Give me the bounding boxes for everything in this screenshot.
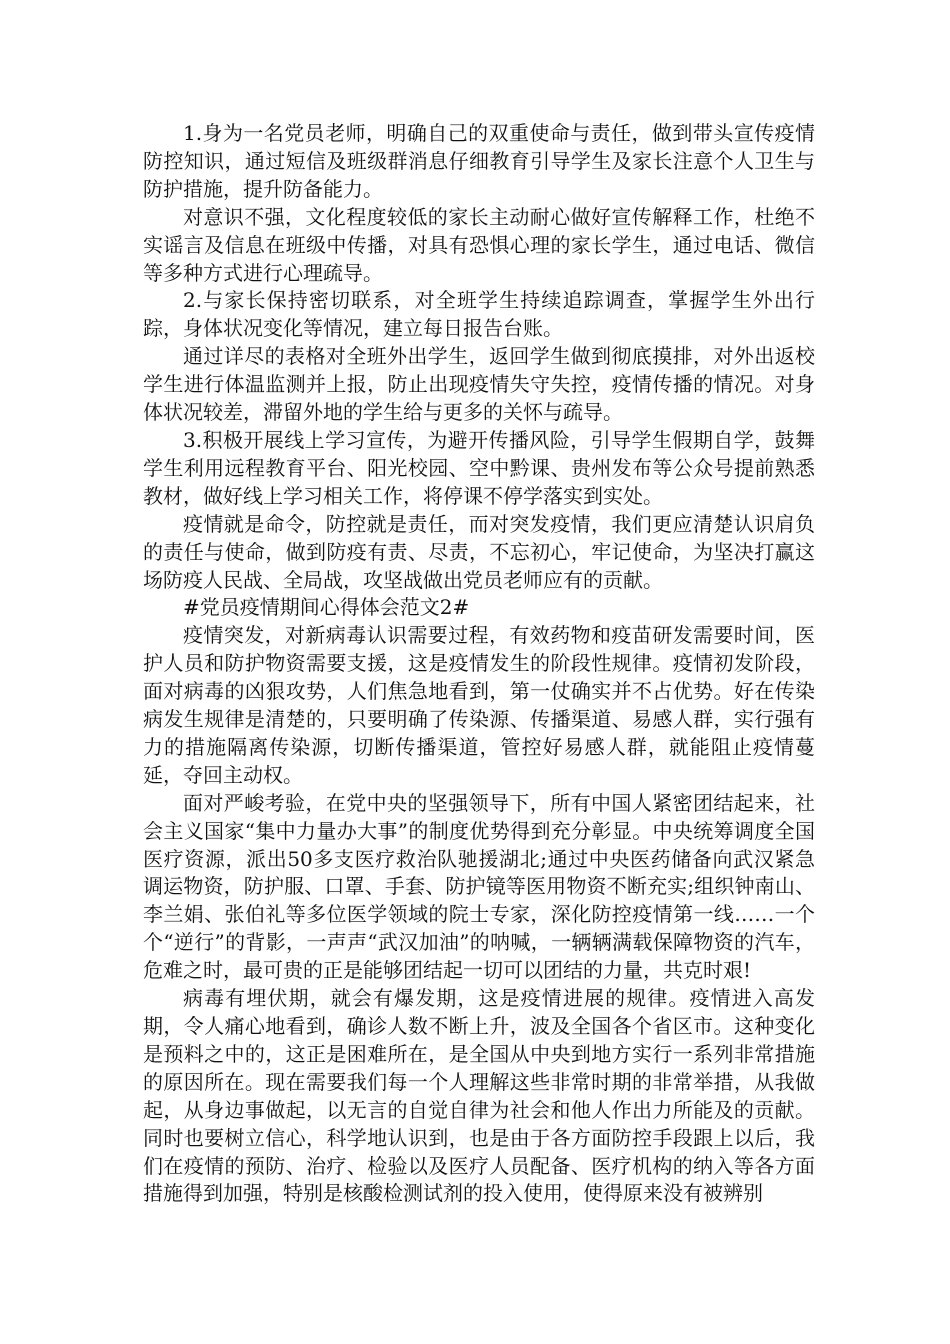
section-heading: #党员疫情期间心得体会范文2# xyxy=(183,595,470,620)
paragraph-responsibility: 疫情就是命令，防控就是责任，而对突发疫情，我们更应清楚认识肩负的责任与使命，做到防疫有责、尽责，不忘初心，牢记使命，为坚决打赢这场防疫人民战、全局战，攻坚战做出党员老师应有的贡献。 xyxy=(143,511,815,592)
paragraph-online-learning: 3.积极开展线上学习宣传，为避开传播风险，引导学生假期自学，鼓舞学生利用远程教育平台、阳光校园、空中黔课、贵州发布等公众号提前熟悉教材，做好线上学习相关工作，将停课不停学落实到实处。 xyxy=(143,427,815,508)
paragraph-duty-propaganda: 1.身为一名党员老师，明确自己的双重使命与责任，做到带头宣传疫情防控知识，通过短信及班级群消息仔细教育引导学生及家长注意个人卫生与防护措施，提升防备能力。 xyxy=(143,121,815,201)
paragraph-parent-guidance: 对意识不强，文化程度较低的家长主动耐心做好宣传解释工作，杜绝不实谣言及信息在班级中传播，对具有恐惧心理的家长学生，通过电话、微信等多种方式进行心理疏导。 xyxy=(143,204,815,285)
paragraph-outbreak-stage: 疫情突发，对新病毒认识需要过程，有效药物和疫苗研发需要时间，医护人员和防护物资需要支援，这是疫情发生的阶段性规律。疫情初发阶段，面对病毒的凶狠攻势，人们焦急地看到，第一仗确实并不占优势。好在传染病发生规律是清楚的，只要明确了传染源、传播渠道、易感人群，实行强有力的措施隔离传染源，切断传播渠道，管控好易感人群，就能阻止疫情蔓延，夺回主动权。 xyxy=(143,623,815,787)
paragraph-parent-contact: 2.与家长保持密切联系，对全班学生持续追踪调查，掌握学生外出行踪，身体状况变化等情况，建立每日报告台账。 xyxy=(143,288,815,341)
paragraph-national-unity: 面对严峻考验，在党中央的坚强领导下，所有中国人紧密团结起来，社会主义国家“集中力量办大事”的制度优势得到充分彰显。中央统筹调度全国医疗资源，派出50多支医疗救治队驰援湖北;通过中央医药储备向武汉紧急调运物资，防护服、口罩、手套、防护镜等医用物资不断充实;组织钟南山、李兰娟、张伯礼等多位医学领域的院士专家，深化防控疫情第一线……一个个“逆行”的背影，一声声“武汉加油”的呐喊，一辆辆满载保障物资的汽车，危难之时，最可贵的正是能够团结起一切可以团结的力量，共克时艰! xyxy=(143,790,815,983)
paragraph-incubation-period: 病毒有埋伏期，就会有爆发期，这是疫情进展的规律。疫情进入高发期，令人痛心地看到，确诊人数不断上升，波及全国各个省区市。这种变化是预料之中的，这正是困难所在，是全国从中央到地方实行一系列非常措施的原因所在。现在需要我们每一个人理解这些非常时期的非常举措，从我做起，从身边事做起，以无言的自觉自律为社会和他人作出力所能及的贡献。同时也要树立信心，科学地认识到，也是由于各方面防控手段跟上以后，我们在疫情的预防、治疗、检验以及医疗人员配备、医疗机构的纳入等各方面措施得到加强，特别是核酸检测试剂的投入使用，使得原来没有被辨别 xyxy=(143,986,815,1206)
document-body xyxy=(143,120,815,1208)
paragraph-student-screening: 通过详尽的表格对全班外出学生，返回学生做到彻底摸排，对外出返校学生进行体温监测并上报，防止出现疫情失守失控，疫情传播的情况。对身体状况较差，滞留外地的学生给与更多的关怀与疏导。 xyxy=(143,344,815,425)
